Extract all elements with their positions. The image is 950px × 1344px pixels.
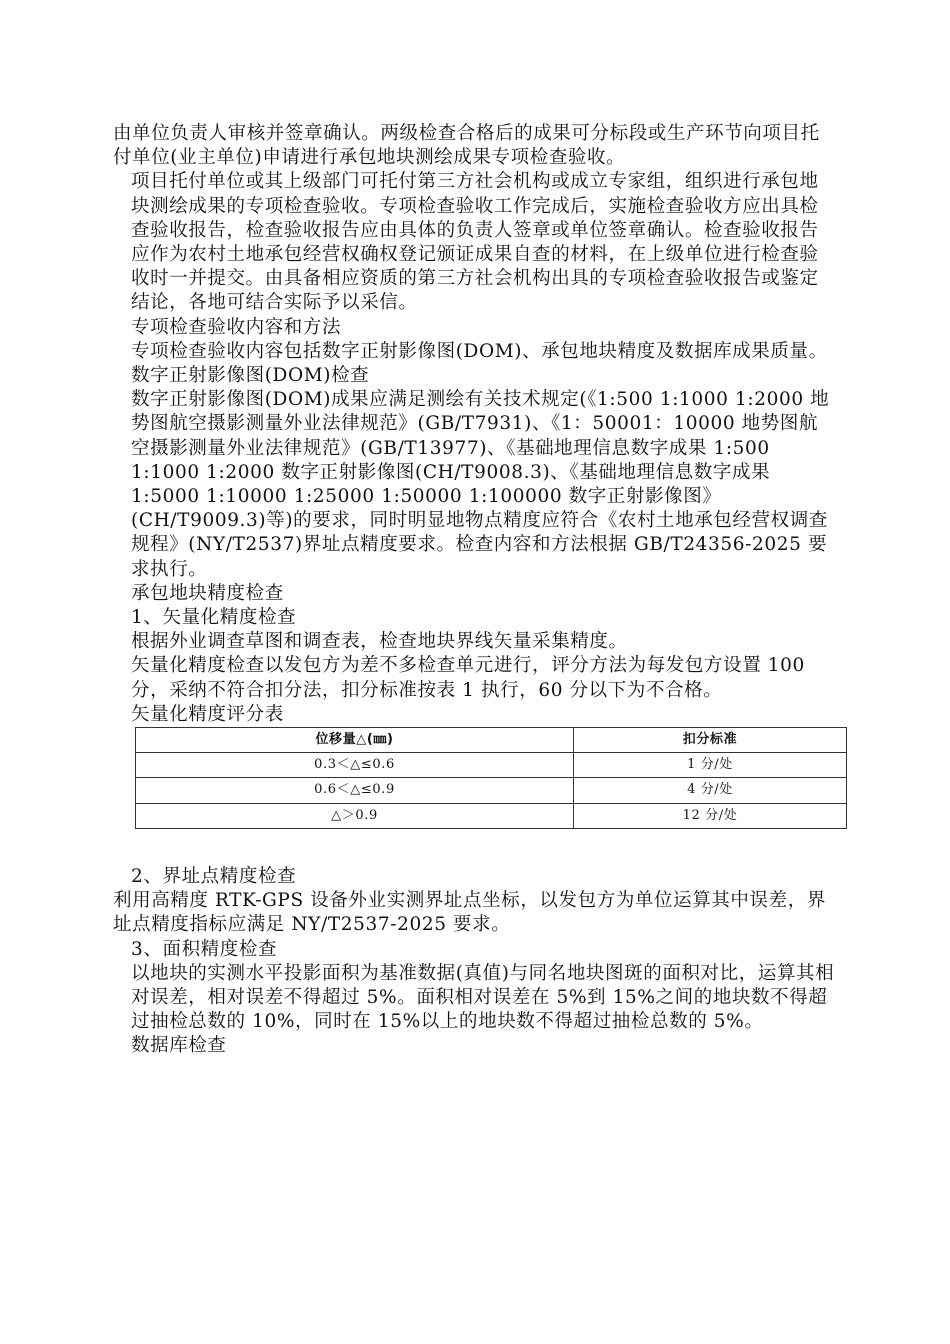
table-row xyxy=(136,803,847,828)
table-cell: △＞0.9 xyxy=(136,803,574,828)
paragraph: 由单位负责人审核并签章确认。两级检查合格后的成果可分标段或生产环节向项目托付单位(业主单位)申请进行承包地块测绘成果专项检查验收。 xyxy=(113,123,820,169)
paragraph: 矢量化精度评分表 xyxy=(131,703,284,725)
table-cell: 12 分/处 xyxy=(574,803,847,828)
text-block-bottom xyxy=(113,865,835,1059)
paragraph: 专项检查验收内容包括数字正射影像图(DOM)、承包地块精度及数据库成果质量。 xyxy=(131,340,828,362)
paragraph: 矢量化精度检查以发包方为差不多检查单元进行，评分方法为每发包方设置 100 分，采纳不符合扣分法，扣分标准按表 1 执行，60 分以下为不合格。 xyxy=(131,655,805,701)
text-block-top xyxy=(113,122,835,727)
paragraph: 数字正射影像图(DOM)检查 xyxy=(131,365,370,387)
table-header-row xyxy=(136,728,847,753)
paragraph: 项目托付单位或其上级部门可托付第三方社会机构或成立专家组，组织进行承包地块测绘成果的专项检查验收。专项检查验收工作完成后，实施检查验收方应出具检查验收报告，检查验收报告应由具体的负责人签章或单位签章确认。检查验收报告应作为农村土地承包经营权确权登记颁证成果自查的材料，在上级单位进行检查验收时一并提交。由具备相应资质的第三方社会机构出具的专项检查验收报告或鉴定结论，各地可结合实际予以采信。 xyxy=(131,171,819,314)
paragraph: 以地块的实测水平投影面积为基准数据(真值)与同名地块图斑的面积对比，运算其相对误差，相对误差不得超过 5%。面积相对误差在 5%到 15%之间的地块数不得超过抽检总数的 10%，同时在 15%以上的地块数不得超过抽检总数的 5%。 xyxy=(131,962,835,1033)
document-page xyxy=(113,122,835,1059)
paragraph: 数字正射影像图(DOM)成果应满足测绘有关技术规定(《1:500 1:1000 1:2000 地势图航空摄影测量外业法律规范》(GB/T7931)、《1：50001：10000 地势图航空摄影测量外业法律规范》(GB/T13977)、《基础地理信息数字成果 1:500 1:1000 1:2000 数字正射影像图(CH/T9008.3)、《基础地理信息数字成果 1:5000 1:10000 1:25000 1:50000 1:100000 数字正射影像图》(CH/T9009.3)等)的要求，同时明显地物点精度应符合《农村土地承包经营权调查规程》(NY/T2537)界址点精度要求。检查内容和方法根据 GB/T24356-2025 要求执行。 xyxy=(131,389,830,580)
paragraph: 承包地块精度检查 xyxy=(131,582,284,604)
column-header-displacement: 位移量△(㎜) xyxy=(136,728,574,753)
paragraph: 3、面积精度检查 xyxy=(131,938,278,960)
paragraph: 专项检查验收内容和方法 xyxy=(131,316,342,338)
table-row xyxy=(136,778,847,803)
paragraph: 数据库检查 xyxy=(131,1035,227,1057)
table-cell: 1 分/处 xyxy=(574,753,847,778)
column-header-deduction: 扣分标准 xyxy=(574,728,847,753)
paragraph: 1、矢量化精度检查 xyxy=(131,607,297,629)
table-row xyxy=(136,753,847,778)
table-cell: 0.3＜△≤0.6 xyxy=(136,753,574,778)
paragraph: 根据外业调查草图和调查表，检查地块界线矢量采集精度。 xyxy=(131,631,628,653)
vector-accuracy-score-table xyxy=(135,727,847,829)
paragraph: 利用高精度 RTK-GPS 设备外业实测界址点坐标，以发包方为单位运算其中误差，界址点精度指标应满足 NY/T2537-2025 要求。 xyxy=(113,890,826,936)
table-cell: 0.6＜△≤0.9 xyxy=(136,778,574,803)
table-cell: 4 分/处 xyxy=(574,778,847,803)
paragraph: 2、界址点精度检查 xyxy=(131,865,297,887)
